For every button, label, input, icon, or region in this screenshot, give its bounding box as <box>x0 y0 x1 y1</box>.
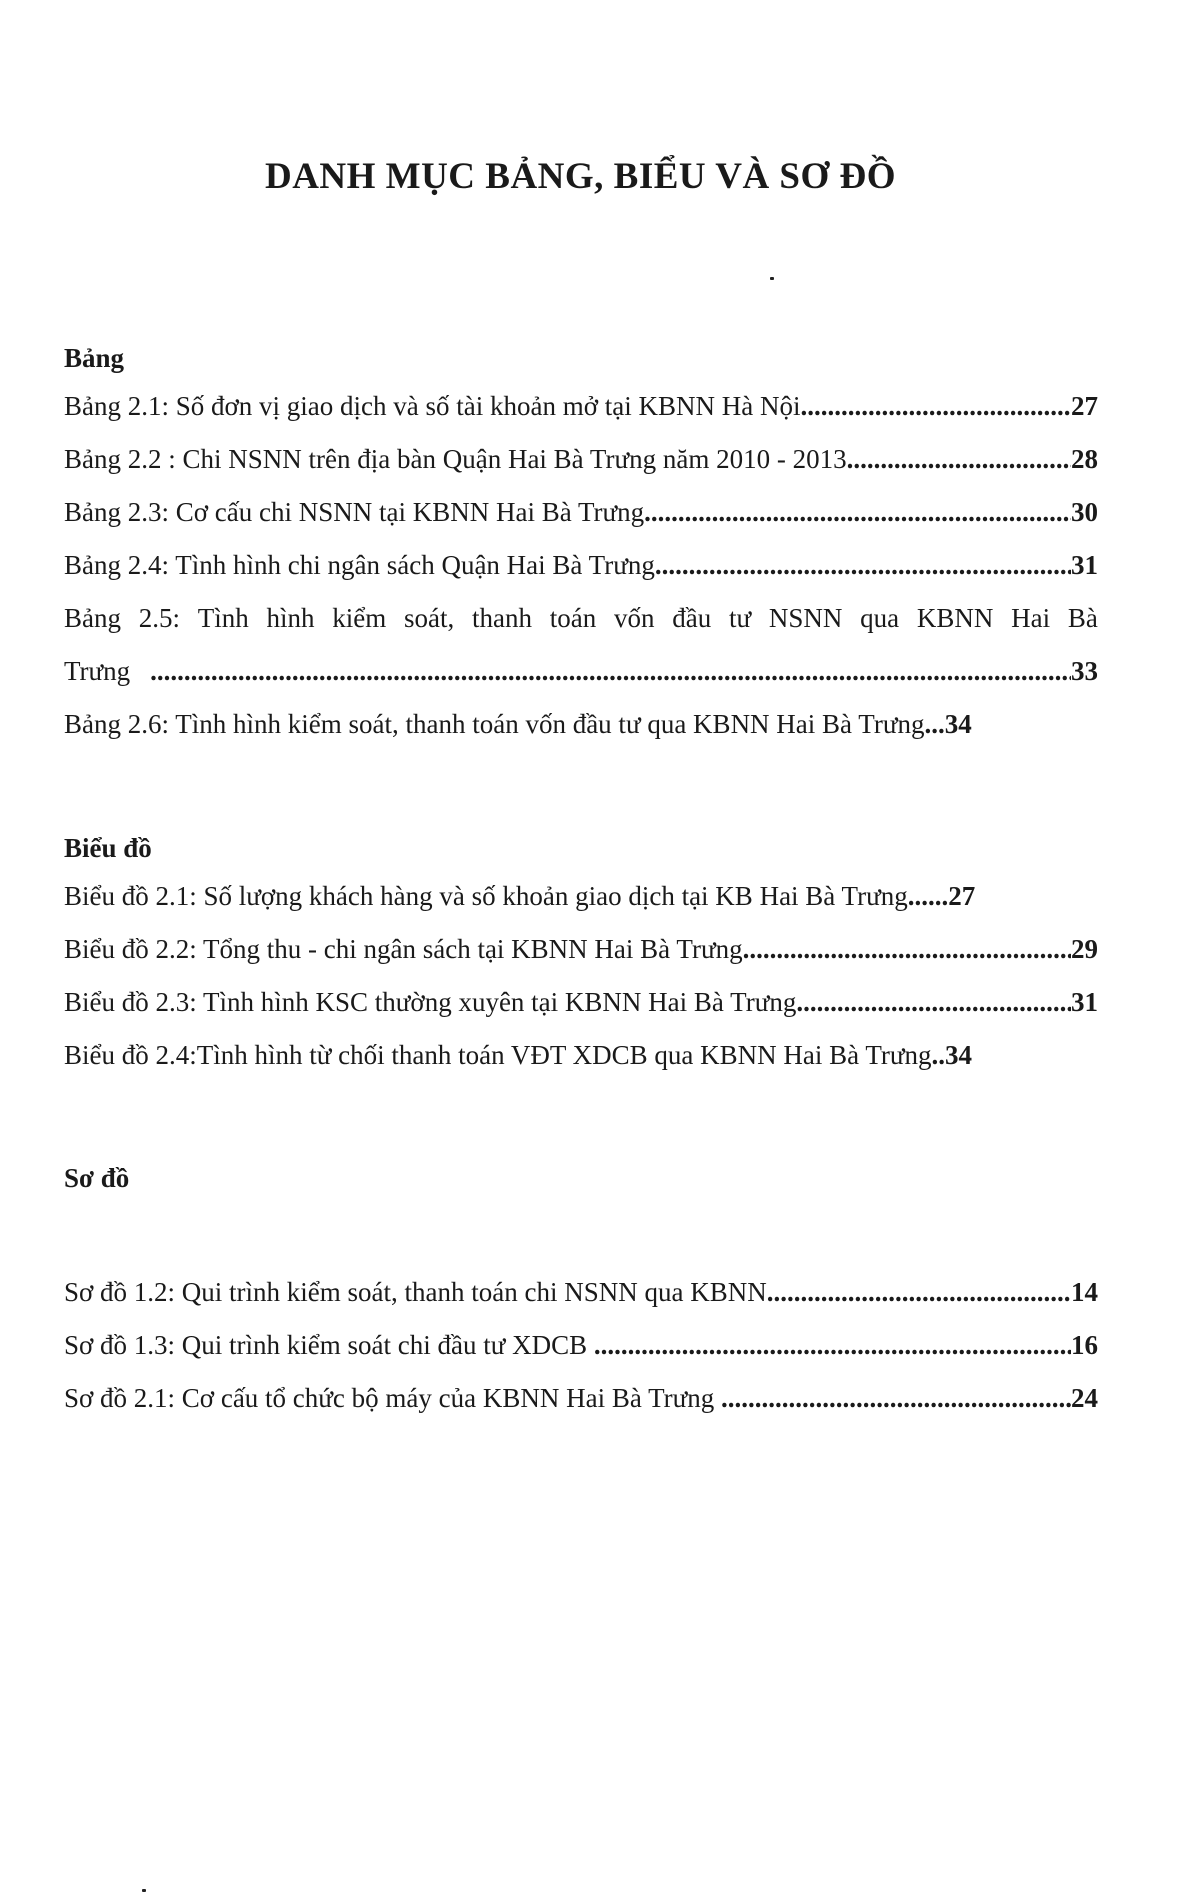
section-heading-diagrams: Sơ đồ <box>64 1163 130 1193</box>
entry-word: kiểm <box>332 603 387 633</box>
list-item[interactable] <box>64 1372 1098 1425</box>
entry-word: toán <box>549 603 597 633</box>
entry-page-number: 29 <box>1071 934 1098 964</box>
scan-speck <box>142 1889 146 1892</box>
list-item[interactable] <box>64 433 1098 486</box>
diagrams-list <box>64 1266 1098 1425</box>
dot-leader <box>594 1319 1071 1372</box>
entry-label-line1 <box>64 592 1098 645</box>
list-item[interactable] <box>64 1319 1098 1372</box>
dot-leader <box>743 923 1071 976</box>
list-item[interactable] <box>64 592 1098 698</box>
entry-label: Sơ đồ 2.1: Cơ cấu tổ chức bộ máy của KBNN Hai Bà Trưng <box>64 1383 722 1413</box>
entry-word: Hai <box>1011 603 1051 633</box>
list-item[interactable] <box>64 698 1098 751</box>
entry-label: Bảng 2.4: Tình hình chi ngân sách Quận Hai Bà Trưng <box>64 550 655 580</box>
entry-page-number: ...34 <box>924 709 972 739</box>
tables-list <box>64 380 1098 751</box>
entry-word: hình <box>266 603 315 633</box>
dot-leader <box>767 1266 1071 1319</box>
list-item[interactable] <box>64 539 1098 592</box>
entry-label: Bảng 2.6: Tình hình kiểm soát, thanh toán vốn đầu tư qua KBNN Hai Bà Trưng <box>64 709 925 739</box>
dot-leader <box>847 433 1071 486</box>
list-item[interactable] <box>64 1029 1098 1082</box>
entry-word: soát, <box>404 603 455 633</box>
entry-label: Bảng 2.3: Cơ cấu chi NSNN tại KBNN Hai Bà Trưng <box>64 497 645 527</box>
entry-word: thanh <box>472 603 533 633</box>
entry-label: Sơ đồ 1.2: Qui trình kiểm soát, thanh toán chi NSNN qua KBNN <box>64 1277 767 1307</box>
entry-label: Bảng 2.1: Số đơn vị giao dịch và số tài khoản mở tại KBNN Hà Nội <box>64 391 801 421</box>
entry-page-number: 31 <box>1071 987 1098 1017</box>
dot-leader <box>796 976 1071 1029</box>
dot-leader <box>655 539 1071 592</box>
entry-word: NSNN <box>768 603 843 633</box>
entry-word: 2.5: <box>138 603 181 633</box>
scan-speck <box>770 277 774 280</box>
list-item[interactable] <box>64 976 1098 1029</box>
tables-section <box>64 336 1098 751</box>
entry-label: Sơ đồ 1.3: Qui trình kiểm soát chi đầu tư XDCB <box>64 1330 594 1360</box>
entry-word: đầu <box>672 603 712 633</box>
charts-section <box>64 826 1098 1082</box>
entry-label: Biểu đồ 2.2: Tổng thu - chi ngân sách tại KBNN Hai Bà Trưng <box>64 934 743 964</box>
entry-label: Biểu đồ 2.1: Số lượng khách hàng và số khoản giao dịch tại KB Hai Bà Trưng <box>64 881 908 911</box>
list-item[interactable] <box>64 870 1098 923</box>
entry-word: Bà <box>1067 603 1098 633</box>
entry-page-number: 28 <box>1071 444 1098 474</box>
entry-page-number: ..34 <box>931 1040 973 1070</box>
diagrams-section <box>64 1156 1098 1200</box>
page-title: DANH MỤC BẢNG, BIỂU VÀ SƠ ĐỒ <box>264 156 897 197</box>
entry-page-number: 27 <box>1071 391 1098 421</box>
section-heading-tables: Bảng <box>64 343 125 373</box>
charts-list <box>64 870 1098 1082</box>
entry-label: Biểu đồ 2.3: Tình hình KSC thường xuyên tại KBNN Hai Bà Trưng <box>64 987 797 1017</box>
entry-page-number: 24 <box>1071 1383 1098 1413</box>
entry-page-number: 31 <box>1071 550 1098 580</box>
dot-leader <box>800 380 1071 433</box>
entry-word: KBNN <box>916 603 994 633</box>
list-item[interactable] <box>64 923 1098 976</box>
list-item[interactable] <box>64 380 1098 433</box>
diagrams-list-wrapper <box>64 1266 1098 1425</box>
dot-leader <box>644 486 1071 539</box>
entry-page-number: 14 <box>1071 1277 1098 1307</box>
list-item[interactable] <box>64 486 1098 539</box>
list-item[interactable] <box>64 1266 1098 1319</box>
entry-label: Biểu đồ 2.4:Tình hình từ chối thanh toán VĐT XDCB qua KBNN Hai Bà Trưng <box>64 1040 932 1070</box>
entry-word: Tình <box>197 603 249 633</box>
entry-page-number: 33 <box>1071 656 1098 686</box>
dot-leader <box>721 1372 1071 1425</box>
entry-word: tư <box>729 603 752 633</box>
entry-label-line2: Trưng <box>64 656 131 686</box>
entry-line2 <box>64 645 1098 698</box>
entry-page-number: 30 <box>1071 497 1098 527</box>
entry-page-number: ......27 <box>907 881 976 911</box>
entry-label: Bảng 2.2 : Chi NSNN trên địa bàn Quận Hai Bà Trưng năm 2010 - 2013 <box>64 444 847 474</box>
dot-leader <box>150 645 1071 698</box>
entry-word: Bảng <box>64 603 121 633</box>
section-heading-charts: Biểu đồ <box>64 833 152 863</box>
entry-word: qua <box>860 603 900 633</box>
entry-word: vốn <box>614 603 655 633</box>
entry-page-number: 16 <box>1071 1330 1098 1360</box>
